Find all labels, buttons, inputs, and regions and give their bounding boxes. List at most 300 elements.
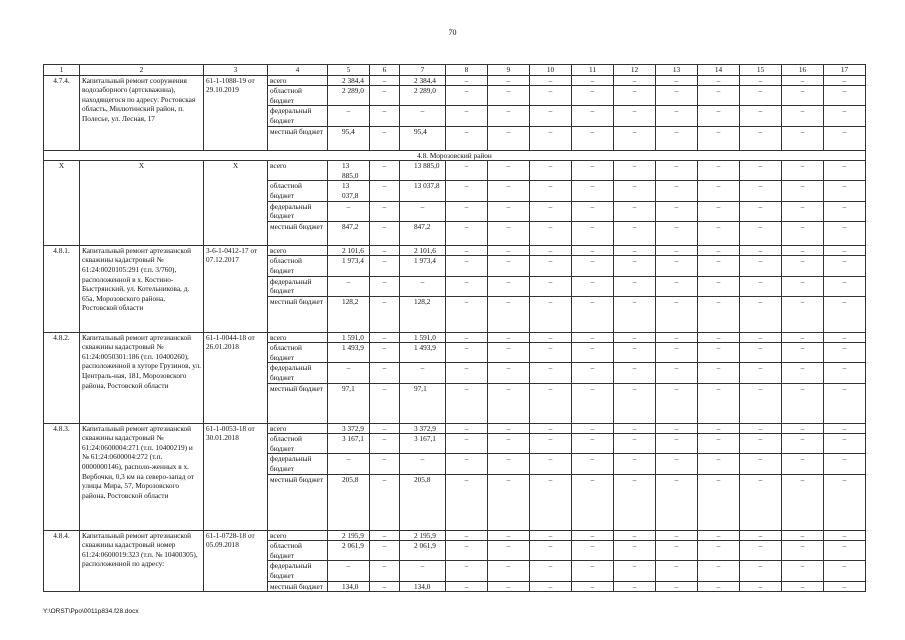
amount-col8: – <box>446 86 488 106</box>
amount-col10: – <box>530 245 572 256</box>
amount-col5: 2 384,4 <box>328 75 370 86</box>
amount-col17: – <box>824 276 866 296</box>
amount-col8: – <box>446 221 488 245</box>
amount-col15: – <box>740 276 782 296</box>
document-number: 61-1-1088-19 от 29.10.2019 <box>204 75 268 150</box>
amount-col9: – <box>488 363 530 383</box>
amount-col14: – <box>698 530 740 541</box>
budget-type-federal: федеральный бюджет <box>268 561 328 581</box>
amount-col13: – <box>656 86 698 106</box>
amount-col9: – <box>488 383 530 423</box>
budget-type-total: всего <box>268 332 328 343</box>
amount-col16: – <box>782 423 824 434</box>
amount-col9: – <box>488 256 530 276</box>
amount-col14: – <box>698 541 740 561</box>
amount-col15: – <box>740 363 782 383</box>
amount-col7: 205,8 <box>400 474 446 530</box>
amount-col17: – <box>824 383 866 423</box>
amount-col13: – <box>656 296 698 332</box>
amount-col14: – <box>698 181 740 201</box>
amount-col8: – <box>446 454 488 474</box>
amount-col17: – <box>824 161 866 181</box>
amount-col6: – <box>370 126 400 150</box>
amount-col15: – <box>740 561 782 581</box>
amount-col12: – <box>614 86 656 106</box>
column-header-9: 9 <box>488 65 530 76</box>
amount-col8: – <box>446 581 488 592</box>
amount-col7: – <box>400 276 446 296</box>
amount-col16: – <box>782 383 824 423</box>
amount-col13: – <box>656 383 698 423</box>
amount-col6: – <box>370 541 400 561</box>
amount-col9: – <box>488 474 530 530</box>
amount-col6: – <box>370 75 400 86</box>
amount-col14: – <box>698 75 740 86</box>
amount-col6: – <box>370 161 400 181</box>
amount-col16: – <box>782 86 824 106</box>
object-name: Капитальный ремонт артезианской скважины кадастровый № 61:24:0050301:186 (т.п. 10400260), расположенной в хуторе Грузинов, ул. Централь-ная, 181, Морозовского района, Ростовской области <box>80 332 204 423</box>
amount-col13: – <box>656 256 698 276</box>
amount-col7: 2 289,0 <box>400 86 446 106</box>
amount-col12: – <box>614 256 656 276</box>
amount-col8: – <box>446 161 488 181</box>
amount-col15: – <box>740 541 782 561</box>
amount-col12: – <box>614 343 656 363</box>
budget-type-federal: федеральный бюджет <box>268 276 328 296</box>
budget-type-local: местный бюджет <box>268 383 328 423</box>
amount-col10: – <box>530 221 572 245</box>
amount-col14: – <box>698 221 740 245</box>
amount-col13: – <box>656 423 698 434</box>
amount-col13: – <box>656 245 698 256</box>
amount-col12: – <box>614 245 656 256</box>
amount-col16: – <box>782 126 824 150</box>
amount-col17: – <box>824 332 866 343</box>
section-title: 4.8. Морозовский район <box>44 150 866 161</box>
amount-col9: – <box>488 296 530 332</box>
amount-col9: – <box>488 581 530 592</box>
amount-col17: – <box>824 434 866 454</box>
amount-col7: 2 101,6 <box>400 245 446 256</box>
amount-col13: – <box>656 106 698 126</box>
amount-col7: 97,1 <box>400 383 446 423</box>
amount-col6: – <box>370 201 400 221</box>
amount-col16: – <box>782 75 824 86</box>
amount-col9: – <box>488 343 530 363</box>
amount-col5: 847,2 <box>328 221 370 245</box>
amount-col5: 13 885,0 <box>328 161 370 181</box>
amount-col6: – <box>370 454 400 474</box>
column-header-15: 15 <box>740 65 782 76</box>
amount-col12: – <box>614 474 656 530</box>
amount-col6: – <box>370 86 400 106</box>
object-name: X <box>80 161 204 246</box>
amount-col6: – <box>370 106 400 126</box>
amount-col5: 1 493,9 <box>328 343 370 363</box>
budget-type-regional: областной бюджет <box>268 86 328 106</box>
amount-col11: – <box>572 454 614 474</box>
amount-col10: – <box>530 106 572 126</box>
table-row <box>44 423 866 434</box>
amount-col5: 95,4 <box>328 126 370 150</box>
amount-col17: – <box>824 75 866 86</box>
column-header-5: 5 <box>328 65 370 76</box>
table-row <box>44 245 866 256</box>
object-name: Капитальный ремонт артезианской скважины кадастровый номер 61:24:0600019:323 (т.п. № 10400305), расположенной по адресу: <box>80 530 204 592</box>
amount-col17: – <box>824 343 866 363</box>
amount-col13: – <box>656 332 698 343</box>
budget-type-local: местный бюджет <box>268 126 328 150</box>
amount-col9: – <box>488 86 530 106</box>
amount-col14: – <box>698 126 740 150</box>
amount-col10: – <box>530 541 572 561</box>
amount-col6: – <box>370 276 400 296</box>
column-header-8: 8 <box>446 65 488 76</box>
amount-col12: – <box>614 221 656 245</box>
amount-col16: – <box>782 561 824 581</box>
column-header-13: 13 <box>656 65 698 76</box>
amount-col5: 2 289,0 <box>328 86 370 106</box>
amount-col13: – <box>656 363 698 383</box>
amount-col16: – <box>782 276 824 296</box>
amount-col15: – <box>740 245 782 256</box>
amount-col11: – <box>572 201 614 221</box>
amount-col5: – <box>328 454 370 474</box>
budget-type-local: местный бюджет <box>268 296 328 332</box>
page-number: 70 <box>448 28 457 37</box>
amount-col15: – <box>740 454 782 474</box>
amount-col8: – <box>446 474 488 530</box>
amount-col10: – <box>530 296 572 332</box>
amount-col9: – <box>488 181 530 201</box>
table-row <box>44 530 866 541</box>
amount-col15: – <box>740 161 782 181</box>
amount-col8: – <box>446 343 488 363</box>
amount-col16: – <box>782 434 824 454</box>
budget-type-total: всего <box>268 530 328 541</box>
amount-col8: – <box>446 256 488 276</box>
amount-col6: – <box>370 434 400 454</box>
budget-type-total: всего <box>268 423 328 434</box>
amount-col7: 134,0 <box>400 581 446 592</box>
file-path-footer: Y:\ORST\Ppo\0011p834.f28.docx <box>43 608 139 615</box>
amount-col8: – <box>446 296 488 332</box>
budget-type-regional: областной бюджет <box>268 541 328 561</box>
amount-col11: – <box>572 423 614 434</box>
amount-col14: – <box>698 86 740 106</box>
amount-col16: – <box>782 363 824 383</box>
row-number: 4.8.2. <box>44 332 80 423</box>
amount-col12: – <box>614 296 656 332</box>
amount-col14: – <box>698 276 740 296</box>
amount-col13: – <box>656 474 698 530</box>
amount-col13: – <box>656 541 698 561</box>
amount-col9: – <box>488 75 530 86</box>
amount-col16: – <box>782 161 824 181</box>
amount-col13: – <box>656 343 698 363</box>
amount-col13: – <box>656 434 698 454</box>
amount-col7: – <box>400 561 446 581</box>
amount-col6: – <box>370 383 400 423</box>
amount-col15: – <box>740 181 782 201</box>
amount-col6: – <box>370 256 400 276</box>
table-row <box>44 161 866 181</box>
column-header-10: 10 <box>530 65 572 76</box>
amount-col12: – <box>614 454 656 474</box>
amount-col14: – <box>698 561 740 581</box>
amount-col15: – <box>740 86 782 106</box>
amount-col10: – <box>530 161 572 181</box>
amount-col6: – <box>370 474 400 530</box>
amount-col11: – <box>572 245 614 256</box>
column-number-row <box>44 65 866 76</box>
amount-col5: 3 167,1 <box>328 434 370 454</box>
amount-col10: – <box>530 423 572 434</box>
amount-col17: – <box>824 221 866 245</box>
amount-col16: – <box>782 296 824 332</box>
row-number: 4.8.1. <box>44 245 80 332</box>
column-header-16: 16 <box>782 65 824 76</box>
amount-col7: 1 591,0 <box>400 332 446 343</box>
amount-col17: – <box>824 296 866 332</box>
amount-col15: – <box>740 383 782 423</box>
document-number: X <box>204 161 268 246</box>
amount-col17: – <box>824 201 866 221</box>
amount-col7: 1 493,9 <box>400 343 446 363</box>
amount-col10: – <box>530 363 572 383</box>
budget-type-federal: федеральный бюджет <box>268 201 328 221</box>
amount-col14: – <box>698 296 740 332</box>
column-header-2: 2 <box>80 65 204 76</box>
amount-col8: – <box>446 181 488 201</box>
amount-col17: – <box>824 423 866 434</box>
amount-col7: 1 973,4 <box>400 256 446 276</box>
table-row <box>44 75 866 86</box>
amount-col5: – <box>328 363 370 383</box>
amount-col6: – <box>370 332 400 343</box>
amount-col15: – <box>740 221 782 245</box>
amount-col15: – <box>740 474 782 530</box>
amount-col8: – <box>446 126 488 150</box>
amount-col11: – <box>572 581 614 592</box>
amount-col14: – <box>698 106 740 126</box>
amount-col11: – <box>572 106 614 126</box>
amount-col12: – <box>614 383 656 423</box>
budget-type-local: местный бюджет <box>268 581 328 592</box>
amount-col9: – <box>488 106 530 126</box>
amount-col11: – <box>572 126 614 150</box>
amount-col5: 2 195,9 <box>328 530 370 541</box>
amount-col5: 1 591,0 <box>328 332 370 343</box>
budget-type-regional: областной бюджет <box>268 256 328 276</box>
amount-col9: – <box>488 221 530 245</box>
amount-col10: – <box>530 581 572 592</box>
amount-col10: – <box>530 86 572 106</box>
document-number: 3-6-1-0412-17 от 07.12.2017 <box>204 245 268 332</box>
amount-col10: – <box>530 454 572 474</box>
amount-col6: – <box>370 530 400 541</box>
column-header-11: 11 <box>572 65 614 76</box>
amount-col17: – <box>824 474 866 530</box>
amount-col11: – <box>572 256 614 276</box>
amount-col12: – <box>614 423 656 434</box>
column-header-12: 12 <box>614 65 656 76</box>
amount-col10: – <box>530 343 572 363</box>
amount-col11: – <box>572 86 614 106</box>
amount-col13: – <box>656 530 698 541</box>
amount-col17: – <box>824 245 866 256</box>
amount-col10: – <box>530 561 572 581</box>
amount-col11: – <box>572 332 614 343</box>
amount-col12: – <box>614 434 656 454</box>
amount-col14: – <box>698 581 740 592</box>
amount-col8: – <box>446 106 488 126</box>
amount-col16: – <box>782 106 824 126</box>
amount-col5: – <box>328 106 370 126</box>
amount-col9: – <box>488 541 530 561</box>
amount-col11: – <box>572 276 614 296</box>
amount-col16: – <box>782 332 824 343</box>
budget-type-total: всего <box>268 161 328 181</box>
amount-col9: – <box>488 332 530 343</box>
amount-col14: – <box>698 201 740 221</box>
amount-col16: – <box>782 454 824 474</box>
amount-col15: – <box>740 434 782 454</box>
amount-col10: – <box>530 201 572 221</box>
amount-col9: – <box>488 434 530 454</box>
budget-type-regional: областной бюджет <box>268 181 328 201</box>
amount-col8: – <box>446 332 488 343</box>
amount-col12: – <box>614 126 656 150</box>
amount-col9: – <box>488 530 530 541</box>
amount-col6: – <box>370 581 400 592</box>
budget-type-regional: областной бюджет <box>268 343 328 363</box>
document-number: 61-1-0728-18 от 05.09.2018 <box>204 530 268 592</box>
amount-col12: – <box>614 561 656 581</box>
amount-col12: – <box>614 161 656 181</box>
amount-col13: – <box>656 126 698 150</box>
budget-type-total: всего <box>268 245 328 256</box>
amount-col16: – <box>782 530 824 541</box>
budget-type-federal: федеральный бюджет <box>268 363 328 383</box>
amount-col8: – <box>446 423 488 434</box>
amount-col5: 2 101,6 <box>328 245 370 256</box>
amount-col10: – <box>530 474 572 530</box>
amount-col6: – <box>370 343 400 363</box>
column-header-4: 4 <box>268 65 328 76</box>
column-header-14: 14 <box>698 65 740 76</box>
column-header-3: 3 <box>204 65 268 76</box>
amount-col17: – <box>824 454 866 474</box>
amount-col11: – <box>572 541 614 561</box>
amount-col8: – <box>446 530 488 541</box>
amount-col9: – <box>488 561 530 581</box>
amount-col10: – <box>530 530 572 541</box>
amount-col5: 13 037,8 <box>328 181 370 201</box>
amount-col15: – <box>740 106 782 126</box>
amount-col17: – <box>824 256 866 276</box>
amount-col13: – <box>656 561 698 581</box>
amount-col5: 205,8 <box>328 474 370 530</box>
amount-col5: – <box>328 276 370 296</box>
amount-col14: – <box>698 474 740 530</box>
amount-col6: – <box>370 245 400 256</box>
amount-col16: – <box>782 581 824 592</box>
amount-col10: – <box>530 276 572 296</box>
budget-type-local: местный бюджет <box>268 474 328 530</box>
amount-col6: – <box>370 296 400 332</box>
column-header-6: 6 <box>370 65 400 76</box>
amount-col14: – <box>698 434 740 454</box>
amount-col6: – <box>370 221 400 245</box>
amount-col17: – <box>824 581 866 592</box>
amount-col11: – <box>572 181 614 201</box>
amount-col14: – <box>698 245 740 256</box>
amount-col8: – <box>446 245 488 256</box>
amount-col17: – <box>824 530 866 541</box>
amount-col14: – <box>698 363 740 383</box>
document-number: 61-1-0044-18 от 26.01.2018 <box>204 332 268 423</box>
amount-col14: – <box>698 423 740 434</box>
amount-col15: – <box>740 423 782 434</box>
amount-col13: – <box>656 276 698 296</box>
amount-col7: 2 061,9 <box>400 541 446 561</box>
amount-col13: – <box>656 75 698 86</box>
amount-col7: – <box>400 363 446 383</box>
amount-col16: – <box>782 245 824 256</box>
amount-col17: – <box>824 181 866 201</box>
amount-col14: – <box>698 454 740 474</box>
amount-col17: – <box>824 541 866 561</box>
amount-col5: 2 061,9 <box>328 541 370 561</box>
amount-col16: – <box>782 181 824 201</box>
amount-col7: 3 167,1 <box>400 434 446 454</box>
amount-col6: – <box>370 561 400 581</box>
amount-col5: – <box>328 561 370 581</box>
amount-col8: – <box>446 434 488 454</box>
amount-col15: – <box>740 75 782 86</box>
amount-col11: – <box>572 161 614 181</box>
amount-col6: – <box>370 423 400 434</box>
budget-type-regional: областной бюджет <box>268 434 328 454</box>
amount-col5: 97,1 <box>328 383 370 423</box>
amount-col9: – <box>488 454 530 474</box>
amount-col9: – <box>488 245 530 256</box>
amount-col15: – <box>740 296 782 332</box>
budget-type-local: местный бюджет <box>268 221 328 245</box>
amount-col5: – <box>328 201 370 221</box>
amount-col12: – <box>614 75 656 86</box>
amount-col12: – <box>614 530 656 541</box>
amount-col16: – <box>782 221 824 245</box>
amount-col11: – <box>572 75 614 86</box>
amount-col7: 847,2 <box>400 221 446 245</box>
section-title-row <box>44 150 866 161</box>
amount-col13: – <box>656 454 698 474</box>
column-header-1: 1 <box>44 65 80 76</box>
amount-col10: – <box>530 75 572 86</box>
row-number: X <box>44 161 80 246</box>
amount-col16: – <box>782 541 824 561</box>
amount-col14: – <box>698 332 740 343</box>
amount-col11: – <box>572 561 614 581</box>
row-number: 4.7.4. <box>44 75 80 150</box>
amount-col5: 1 973,4 <box>328 256 370 276</box>
amount-col10: – <box>530 181 572 201</box>
table-row <box>44 332 866 343</box>
amount-col6: – <box>370 181 400 201</box>
amount-col15: – <box>740 581 782 592</box>
